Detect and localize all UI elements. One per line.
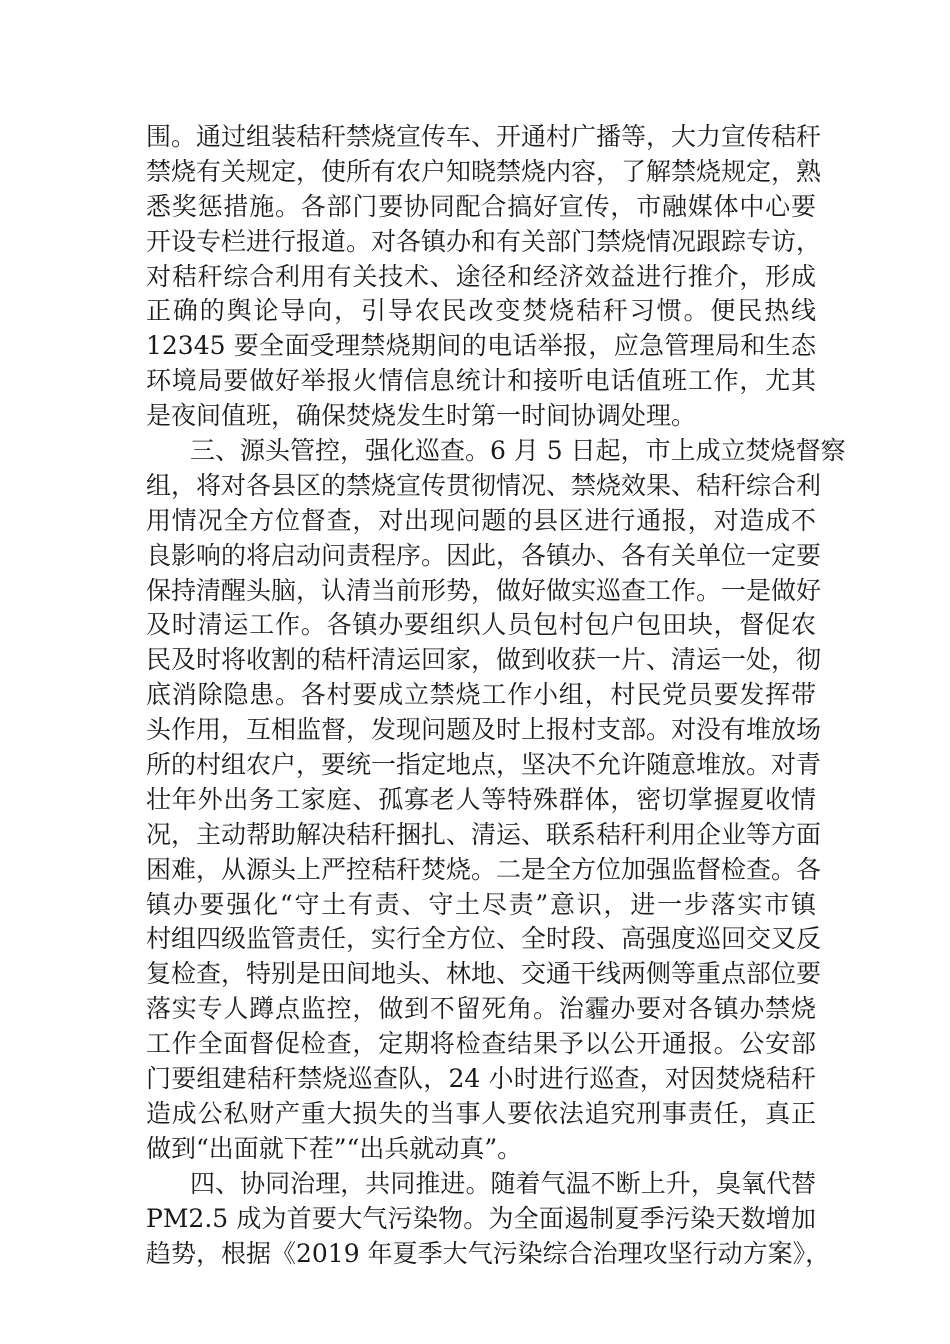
text-line: 是夜间值班，确保焚烧发生时第一时间协调处理。 <box>146 401 697 431</box>
body-text <box>146 120 846 1271</box>
text-line: 底消除隐患。各村要成立禁烧工作小组，村民党员要发挥带 <box>146 680 816 710</box>
text-line: 围。通过组装秸秆禁烧宣传车、开通村广播等，大力宣传秸秆 <box>146 122 822 151</box>
text-line: 村组四级监管责任，实行全方位、全时段、高强度巡回交叉反 <box>146 924 822 954</box>
text-line: 造成公私财产重大损失的当事人要依法追究刑事责任，真正 <box>146 1098 816 1128</box>
text-line: 对秸秆综合利用有关技术、途径和经济效益进行推介，形成 <box>146 261 816 291</box>
text-line: 环境局要做好举报火情信息统计和接听电话值班工作，尤其 <box>146 366 816 396</box>
text-line: 趋势，根据《2019 年夏季大气污染综合治理攻坚行动方案》， <box>146 1238 831 1268</box>
text-line: 悉奖惩措施。各部门要协同配合搞好宣传，市融媒体中心要 <box>146 191 816 221</box>
text-line: 复检查，特别是田间地头、林地、交通干线两侧等重点部位要 <box>146 959 822 989</box>
text-line: 12345 要全面受理禁烧期间的电话举报，应急管理局和生态 <box>146 331 816 361</box>
text-line: 开设专栏进行报道。对各镇办和有关部门禁烧情况跟踪专访， <box>146 226 822 256</box>
text-line: 民及时将收割的秸杆清运回家，做到收获一片、清运一处，彻 <box>146 645 822 675</box>
text-line: 门要组建秸秆禁烧巡查队，24 小时进行巡查，对因焚烧秸秆 <box>146 1064 816 1094</box>
text-line: 良影响的将启动问责程序。因此，各镇办、各有关单位一定要 <box>146 540 822 570</box>
text-line: 头作用，互相监督，发现问题及时上报村支部。对没有堆放场 <box>146 715 822 745</box>
text-line: 组，将对各县区的禁烧宣传贯彻情况、禁烧效果、秸秆综合利 <box>146 470 822 500</box>
text-line: 壮年外出务工家庭、孤寡老人等特殊群体，密切掌握夏收情 <box>146 784 816 814</box>
text-line: 况，主动帮助解决秸秆捆扎、清运、联系秸秆利用企业等方面 <box>146 819 822 849</box>
text-line: 禁烧有关规定，使所有农户知晓禁烧内容，了解禁烧规定，熟 <box>146 156 822 186</box>
text-line: 工作全面督促检查，定期将检查结果予以公开通报。公安部 <box>146 1029 816 1059</box>
text-line: 及时清运工作。各镇办要组织人员包村包户包田块，督促农 <box>146 610 816 640</box>
text-line: 困难，从源头上严控秸秆焚烧。二是全方位加强监督检查。各 <box>146 854 822 884</box>
text-line: 保持清醒头脑，认清当前形势，做好做实巡查工作。一是做好 <box>146 575 822 605</box>
text-line: 四、协同治理，共同推进。随着气温不断上升，臭氧代替 <box>190 1168 816 1198</box>
text-line: 镇办要强化“守土有责、守土尽责”意识，进一步落实市镇 <box>146 889 816 919</box>
text-line: 落实专人蹲点监控，做到不留死角。治霾办要对各镇办禁烧 <box>146 994 816 1024</box>
text-line: 用情况全方位督查，对出现问题的县区进行通报，对造成不 <box>146 505 816 535</box>
text-line: 正确的舆论导向，引导农民改变焚烧秸秆习惯。便民热线 <box>146 296 816 326</box>
text-line: 三、源头管控，强化巡查。6 月 5 日起，市上成立焚烧督察 <box>190 436 846 466</box>
text-line: 所的村组农户，要统一指定地点，坚决不允许随意堆放。对青 <box>146 750 822 780</box>
text-line: PM2.5 成为首要大气污染物。为全面遏制夏季污染天数增加 <box>146 1203 816 1233</box>
text-line: 做到“出面就下茬”“出兵就动真”。 <box>146 1133 523 1163</box>
